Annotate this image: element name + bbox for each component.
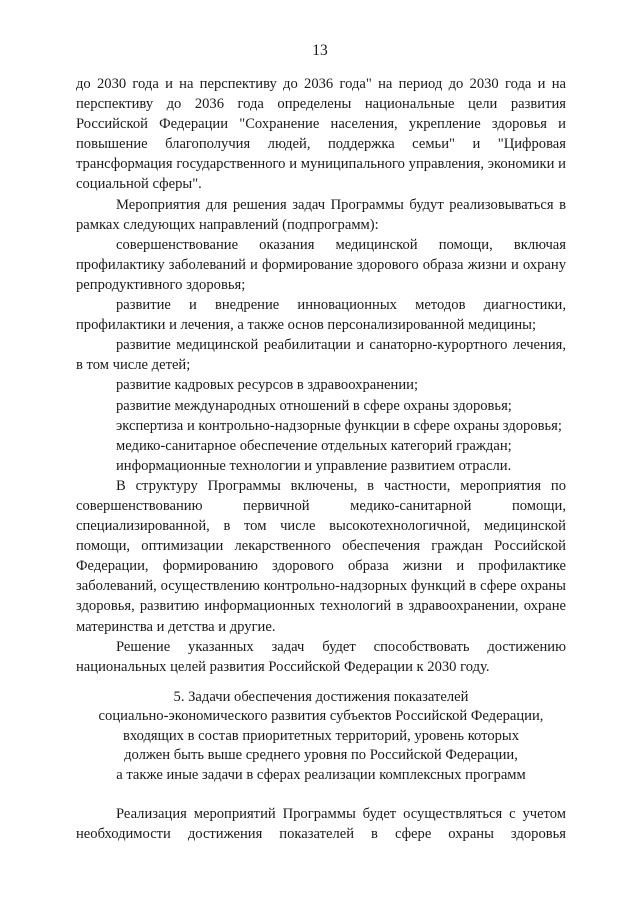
paragraph-program-structure: В структуру Программы включены, в частности, мероприятия по совершенствованию первичной медико-санитарной помощи, специализированной, в том числе высокотехнологичной, медицинской помощи, оптимизации лекарственного обеспечения граждан Российской Федерации, формированию здорового образа жизни и профилактике заболеваний, осуществлению контрольно-надзорных функций в сфере охраны здоровья, развитию информационных технологий в здравоохранении, охране материнства и детства и другие. — [76, 477, 566, 635]
paragraph-national-goals: до 2030 года и на перспективу до 2036 года" на период до 2030 года и на перспективу до 2036 года определены национальные цели развития Российской Федерации "Сохранение населения, укрепление здоровья и повышение благополучия людей, поддержка семьи" и "Цифровая трансформация государственного и муниципального управления, экономики и социальной сферы". — [76, 76, 566, 193]
list-item-sanitary: медико-санитарное обеспечение отдельных категорий граждан; — [116, 437, 512, 454]
section-heading-line: входящих в состав приоритетных территорий, уровень которых — [122, 727, 520, 744]
section-heading-line: социально-экономического развития субъектов Российской Федерации, — [98, 708, 544, 725]
list-item-medical-care: совершенствование оказания медицинской помощи, включая профилактику заболеваний и формирование здорового образа жизни и охрану репродуктивного здоровья; — [76, 236, 566, 293]
list-item-innovative-methods: развитие и внедрение инновационных методов диагностики, профилактики и лечения, а также основ персонализированной медицины; — [76, 297, 566, 334]
section-heading-line: 5. Задачи обеспечения достижения показателей — [173, 688, 469, 705]
paragraph-tasks-solution: Решение указанных задач будет способствовать достижению национальных целей развития Российской Федерации к 2030 году. — [76, 638, 566, 675]
paragraph-subprograms-intro: Мероприятия для решения задач Программы будут реализовываться в рамках следующих направлений (подпрограмм): — [76, 196, 566, 233]
section-heading-line: а также иные задачи в сферах реализации комплексных программ — [116, 766, 526, 783]
section-heading — [76, 688, 566, 786]
list-item-international: развитие международных отношений в сфере охраны здоровья; — [116, 397, 512, 414]
list-item-personnel: развитие кадровых ресурсов в здравоохранении; — [116, 377, 418, 394]
page-number: 13 — [312, 42, 328, 59]
list-item-rehabilitation: развитие медицинской реабилитации и санаторно-курортного лечения, в том числе детей; — [76, 337, 566, 374]
section-heading-line: должен быть выше среднего уровня по Российской Федерации, — [124, 747, 518, 764]
paragraph-implementation: Реализация мероприятий Программы будет осуществляться с учетом необходимости достижения показателей в сфере охраны здоровья — [76, 806, 566, 843]
document-body — [76, 74, 566, 845]
list-item-expertise: экспертиза и контрольно-надзорные функции в сфере охраны здоровья; — [116, 417, 562, 434]
list-item-it: информационные технологии и управление развитием отрасли. — [116, 457, 512, 474]
